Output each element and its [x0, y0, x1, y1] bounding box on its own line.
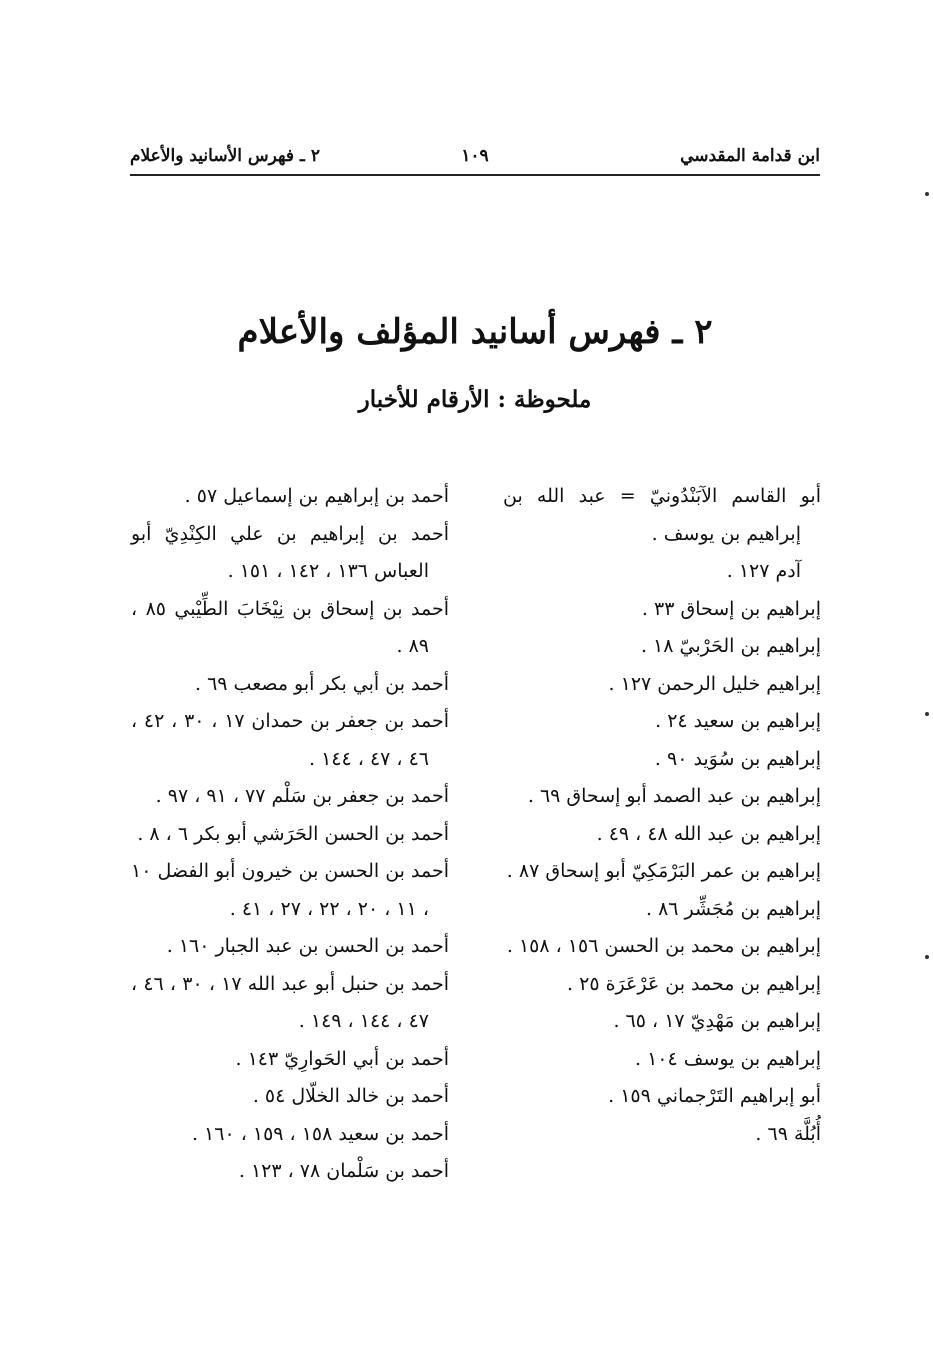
index-entry: أبو القاسم الآبَنْدُونيّ = عبد الله بن إبراهيم بن يوسف . [503, 485, 821, 545]
index-entry: أحمد بن إبراهيم بن إسماعيل ٥٧ . [184, 485, 449, 507]
index-entry: أحمد بن جعفر بن سَلْم ٧٧ ، ٩١ ، ٩٧ . [155, 785, 449, 807]
index-entry: أحمد بن الحسن بن خيرون أبو الفضل ١٠ ، ١١ ، ٢٠ ، ٢٢ ، ٢٧ ، ٤١ . [131, 860, 449, 920]
index-entry: أحمد بن جعفر بن حمدان ١٧ ، ٣٠ ، ٤٢ ، ٤٦ ، ٤٧ ، ١٤٤ . [131, 710, 449, 770]
page-number: ١٠٩ [461, 146, 489, 166]
index-entry: إبراهيم بن عبد الصمد أبو إسحاق ٦٩ . [527, 785, 821, 807]
index-entry: آدم ١٢٧ . [726, 560, 801, 582]
chapter-title: ٢ ـ فهرس أسانيد المؤلف والأعلام [237, 312, 713, 352]
index-entry: أحمد بن خالد الخلّال ٥٤ . [252, 1085, 449, 1107]
running-header [130, 144, 820, 176]
index-entry: أحمد بن سعيد ١٥٨ ، ١٥٩ ، ١٦٠ . [191, 1122, 449, 1145]
index-entry: إبراهيم خليل الرحمن ١٢٧ . [608, 672, 821, 695]
note-subtitle: ملحوظة : الأرقام للأخبار [358, 386, 592, 413]
index-entry: أُبُلَّة ٦٩ . [755, 1122, 821, 1145]
index-entry: إبراهيم بن مُجَشِّر ٨٦ . [646, 897, 821, 920]
index-entry: إبراهيم بن محمد بن عَرْعَرَة ٢٥ . [567, 972, 821, 995]
index-entry: إبراهيم بن يوسف ١٠٤ . [634, 1047, 821, 1070]
index-entry: أحمد بن إسحاق بن نِيْخَابَ الطِّيْبي ٨٥ ، ٨٩ . [131, 597, 450, 657]
index-column-left [131, 478, 449, 1191]
index-entry: أبو إبراهيم التَرْجماني ١٥٩ . [608, 1085, 821, 1107]
section-title: ٢ ـ فهرس الأسانيد والأعلام [130, 146, 320, 166]
index-entry: إبراهيم بن الحَرْبيّ ١٨ . [640, 635, 821, 657]
index-entry: إبراهيم بن محمد بن الحسن ١٥٦ ، ١٥٨ . [506, 935, 821, 957]
index-column-right [503, 478, 821, 1153]
book-title: ابن قدامة المقدسي [680, 146, 820, 166]
index-entry: أحمد بن الحسن الحَرَشي أبو بكر ٦ ، ٨ . [137, 822, 449, 845]
index-entry: أحمد بن أبي الحَوارِيّ ١٤٣ . [235, 1047, 449, 1070]
index-entry: أحمد بن سَلْمان ٧٨ ، ١٢٣ . [238, 1160, 449, 1182]
index-entry: إبراهيم بن سعيد ٢٤ . [655, 710, 821, 732]
index-entry: أحمد بن أبي بكر أبو مصعب ٦٩ . [194, 672, 449, 695]
index-entry: أحمد بن الحسن بن عبد الجبار ١٦٠ . [166, 935, 449, 957]
index-entry: أحمد بن إبراهيم بن علي الكِنْدِيّ أبو العباس ١٣٦ ، ١٤٢ ، ١٥١ . [131, 522, 449, 582]
index-entry: إبراهيم بن عمر البَرْمَكِيّ أبو إسحاق ٨٧ . [506, 860, 821, 882]
index-entry: إبراهيم بن سُوَيد ٩٠ . [654, 747, 821, 770]
scan-speck [925, 955, 929, 959]
index-entry: إبراهيم بن مَهْدِيّ ١٧ ، ٦٥ . [613, 1010, 821, 1032]
scan-speck [925, 192, 929, 196]
index-entry: أحمد بن حنبل أبو عبد الله ١٧ ، ٣٠ ، ٤٦ ، ٤٧ ، ١٤٤ ، ١٤٩ . [131, 972, 449, 1032]
index-entry: إبراهيم بن إسحاق ٣٣ . [641, 597, 821, 620]
scan-speck [925, 712, 929, 716]
index-entry: إبراهيم بن عبد الله ٤٨ ، ٤٩ . [596, 822, 821, 845]
